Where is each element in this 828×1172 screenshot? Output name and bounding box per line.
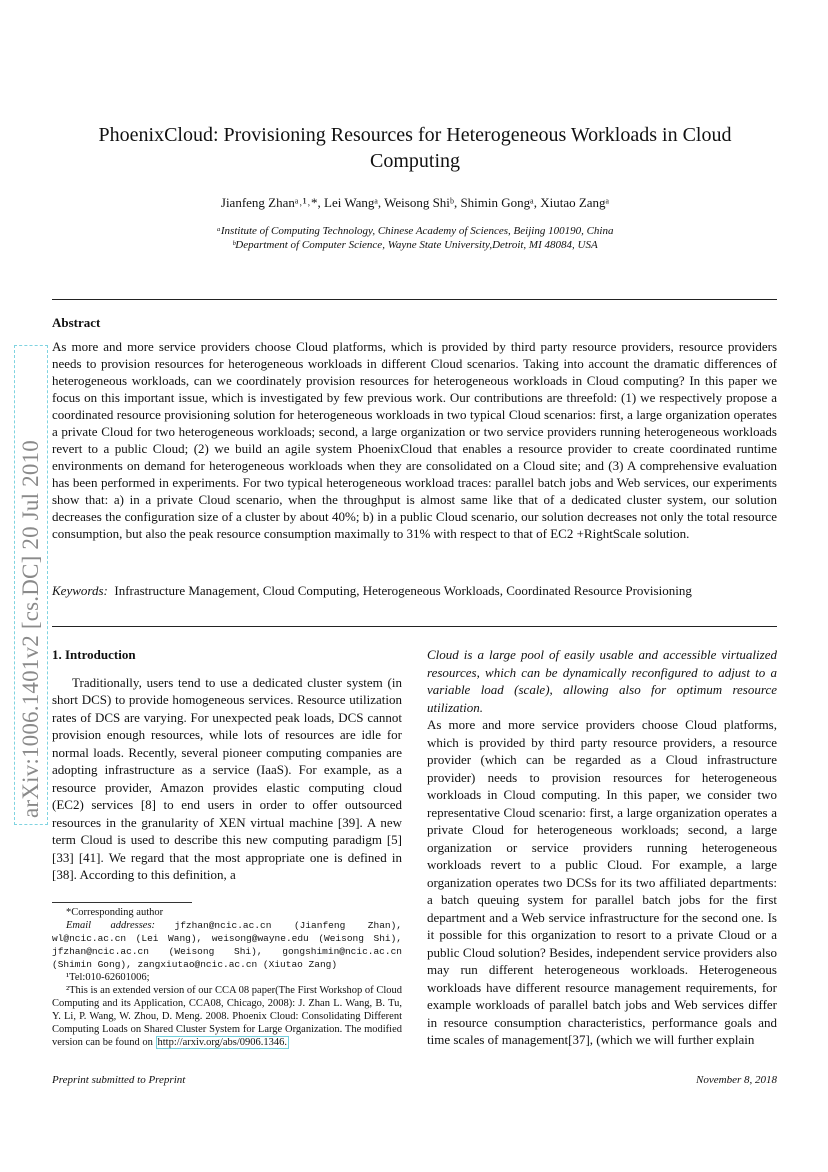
affiliations — [60, 224, 770, 252]
section-heading-introduction: 1. Introduction — [52, 647, 136, 662]
footnote-corresponding: *Corresponding author — [66, 907, 164, 918]
footer-preprint-note: Preprint submitted to Preprint — [52, 1074, 186, 1086]
abstract-text: As more and more service providers choose Cloud platforms, which is provided by third party resource providers, resource providers needs to provision resources for heterogeneous workloads in different Cloud scenarios. Taking into account the dramatic differences of heterogeneous workloads, can we coordinately provision resources for heterogeneous workloads in Cloud computing? In this paper we focus on this important issue, which is investigated by few previous work. Our contributions are threefold: (1) we respectively propose a coordinated resource provisioning solution for heterogeneous workloads in two typical Cloud scenarios: first, a large organization operates a private Cloud for two heterogeneous workloads; second, a large organization or two service providers running heterogeneous workloads revert to a public Cloud; (2) we build an agile system PhoenixCloud that enables a resource provider to create coordinated runtime environments on demand for heterogeneous workloads when they are consolidated on a Cloud site; and (3) A comprehensive evaluation has been performed in experiments. For two typical heterogeneous workload traces: parallel batch jobs and Web services, our experiments show that: a) in a private Cloud scenario, when the throughput is almost same like that of a dedicated cluster system, our solution decreases the configuration size of a cluster by about 40%; b) in a public Cloud scenario, our solution decreases not only the total resource consumption, but also the peak resource consumption maximally to 31% with respect to that of EC2 +RightScale solution. — [52, 339, 777, 541]
right-column — [427, 646, 777, 1049]
footnote-emails: Email addresses: jfzhan@ncic.ac.cn (Jianfeng Zhan), wl@ncic.ac.cn (Lei Wang), weisong@wayne.edu (Weisong Shi), jfzhan@ncic.ac.cn (Weisong Shi), gongshimin@ncic.ac.cn (Shimin Gong), zangxiutao@ncic.ac.cn (Xiutao Zang) — [52, 920, 402, 970]
left-column — [52, 646, 402, 884]
affiliation-a: ᵃInstitute of Computing Technology, Chinese Academy of Sciences, Beijing 100190, China — [216, 225, 614, 237]
affiliation-b: ᵇDepartment of Computer Science, Wayne State University,Detroit, MI 48084, USA — [232, 239, 598, 251]
intro-paragraph-2: As more and more service providers choose Cloud platforms, which is provided by third party resource providers, a resource provider (which can be regarded as a Cloud infrastructure provider) needs to provision resources for heterogeneous workloads in Cloud computing. In this paper, we consider two representative Cloud scenario: first, a large organization operates a private Cloud for heterogeneous workloads; second, a large organization or service providers running heterogeneous workloads revert to a public Cloud. For example, a large organization operates two DCSs for its two affiliated departments: a batch queuing system for parallel batch jobs for the first department and a Web service infrastructure for the second one. Is it possible for this organization to resort to a private Cloud or a public Cloud solution? Besides, independent service providers also may run different heterogeneous workloads. Heterogeneous workloads have different resource management requirements, for example workloads of parallel batch jobs and Web services differ in resource consumption characteristics, performance goals and time scales of management[37], (which we will further explain — [427, 717, 777, 1047]
intro-paragraph-1: Traditionally, users tend to use a dedicated cluster system (in short DCS) to provide homogeneous services. Resource utilization rates of DCS are varying. For unexpected peak loads, DCS cannot provision enough resources, while lots of resources are idle for normal loads. Recently, several pioneer computing companies are adopting infrastructure as a service (IaaS). For example, as a resource provider, Amazon provides elastic computing cloud (EC2) services [8] to end users in order to offer outsourced resources in the granularity of XEN virtual machine [39]. A new term Cloud is used to describe this new computing paradigm [5] [33] [41]. We regard that the most appropriate one is defined in [38]. According to this definition, a — [52, 674, 402, 882]
abstract-bottom-rule — [52, 626, 777, 627]
paper-title: PhoenixCloud: Provisioning Resources for Heterogeneous Workloads in Cloud Computing — [98, 124, 732, 172]
arxiv-link[interactable]: http://arxiv.org/abs/0906.1346. — [157, 1037, 288, 1048]
author-list: Jianfeng Zhanᵃ˒¹˒*, Lei Wangᵃ, Weisong Shiᵇ, Shimin Gongᵃ, Xiutao Zangᵃ — [220, 195, 610, 210]
footnote-rule — [52, 902, 192, 903]
abstract-top-rule — [52, 299, 777, 300]
footnote-extended-version: ²This is an extended version of our CCA 08 paper(The First Workshop of Cloud Computing and its Application, CCA08, Chicago, 2008): J. Zhan L. Wang, B. Tu, Y. Li, P. Wang, W. Zhou, D. Meng. 2008. Phoenix Cloud: Consolidating Different Computing Loads on Shared Cluster System for Large Organization. The modified version can be found on http://arxiv.org/abs/0906.1346. — [52, 985, 402, 1048]
keywords-label: Keywords: — [52, 583, 108, 598]
arxiv-identifier[interactable]: arXiv:1006.1401v2 [cs.DC] 20 Jul 2010 — [18, 440, 43, 818]
keywords — [52, 582, 777, 599]
footnote-tel: ¹Tel:010-62601006; — [66, 972, 150, 983]
footer-date: November 8, 2018 — [696, 1074, 777, 1086]
cloud-definition-quote: Cloud is a large pool of easily usable and accessible virtualized resources, which can be dynamically reconfigured to adjust to a variable load (scale), allowing also for optimum resource utilization. — [427, 647, 777, 715]
footnotes — [52, 906, 402, 1049]
abstract-heading: Abstract — [52, 315, 101, 330]
keywords-text: Infrastructure Management, Cloud Computing, Heterogeneous Workloads, Coordinated Resource Provisioning — [114, 583, 692, 598]
